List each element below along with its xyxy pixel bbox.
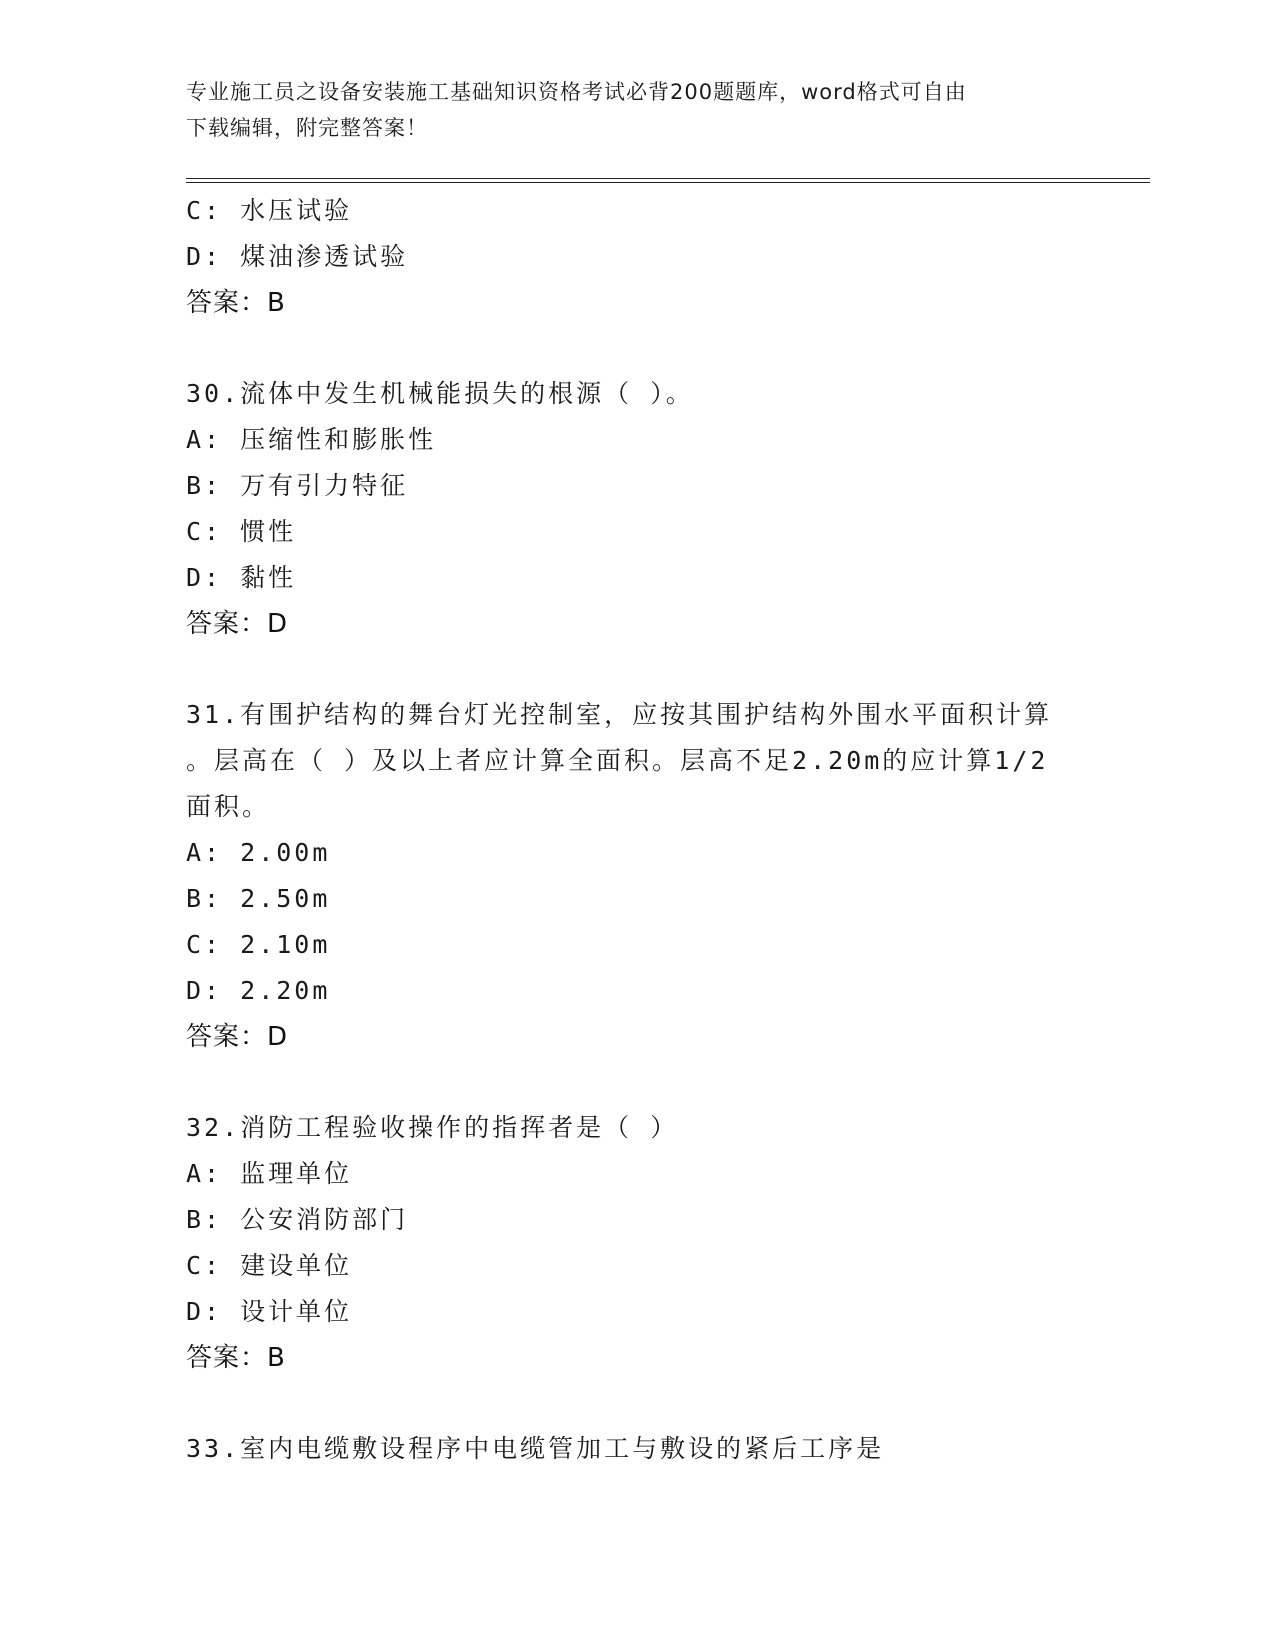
spacer xyxy=(186,647,1086,692)
question-31 xyxy=(186,692,1086,1060)
question-30 xyxy=(186,371,1086,647)
header-line-1: 专业施工员之设备安装施工基础知识资格考试必背200题题库，word格式可自由 xyxy=(186,80,967,104)
option-a: A: 2.00m xyxy=(186,838,331,867)
question-33 xyxy=(186,1426,1086,1472)
option-b: B: 公安消防部门 xyxy=(186,1205,409,1234)
question-stem: 33.室内电缆敷设程序中电缆管加工与敷设的紧后工序是 xyxy=(186,1434,885,1463)
answer-line: 答案：B xyxy=(186,288,286,318)
question-stem: 30.流体中发生机械能损失的根源（ ）。 xyxy=(186,379,694,408)
question-29-tail xyxy=(186,188,1086,326)
option-c: C: 建设单位 xyxy=(186,1251,353,1280)
answer-line: 答案：D xyxy=(186,1022,289,1052)
question-stem-line-3: 面积。 xyxy=(186,792,271,821)
spacer xyxy=(186,326,1086,371)
question-32 xyxy=(186,1105,1086,1381)
option-d: D: 煤油渗透试验 xyxy=(186,242,409,271)
option-b: B: 万有引力特征 xyxy=(186,471,409,500)
option-c: C: 水压试验 xyxy=(186,196,353,225)
option-d: D: 黏性 xyxy=(186,563,297,592)
header-line-2: 下载编辑，附完整答案！ xyxy=(186,116,428,140)
answer-line: 答案：D xyxy=(186,609,289,639)
question-stem-line-2: 。层高在（ ）及以上者应计算全面积。层高不足2.20m的应计算1/2 xyxy=(186,746,1049,775)
question-stem-line-1: 31.有围护结构的舞台灯光控制室，应按其围护结构外围水平面积计算 xyxy=(186,700,1053,729)
option-d: D: 2.20m xyxy=(186,976,331,1005)
option-b: B: 2.50m xyxy=(186,884,331,913)
document-header xyxy=(186,74,1066,146)
option-c: C: 2.10m xyxy=(186,930,331,959)
option-d: D: 设计单位 xyxy=(186,1297,353,1326)
question-list xyxy=(186,188,1086,1472)
spacer xyxy=(186,1381,1086,1426)
option-c: C: 惯性 xyxy=(186,517,297,546)
question-stem: 32.消防工程验收操作的指挥者是（ ） xyxy=(186,1113,679,1142)
option-a: A: 监理单位 xyxy=(186,1159,353,1188)
header-divider xyxy=(186,178,1150,183)
spacer xyxy=(186,1060,1086,1105)
answer-line: 答案：B xyxy=(186,1343,286,1373)
option-a: A: 压缩性和膨胀性 xyxy=(186,425,437,454)
